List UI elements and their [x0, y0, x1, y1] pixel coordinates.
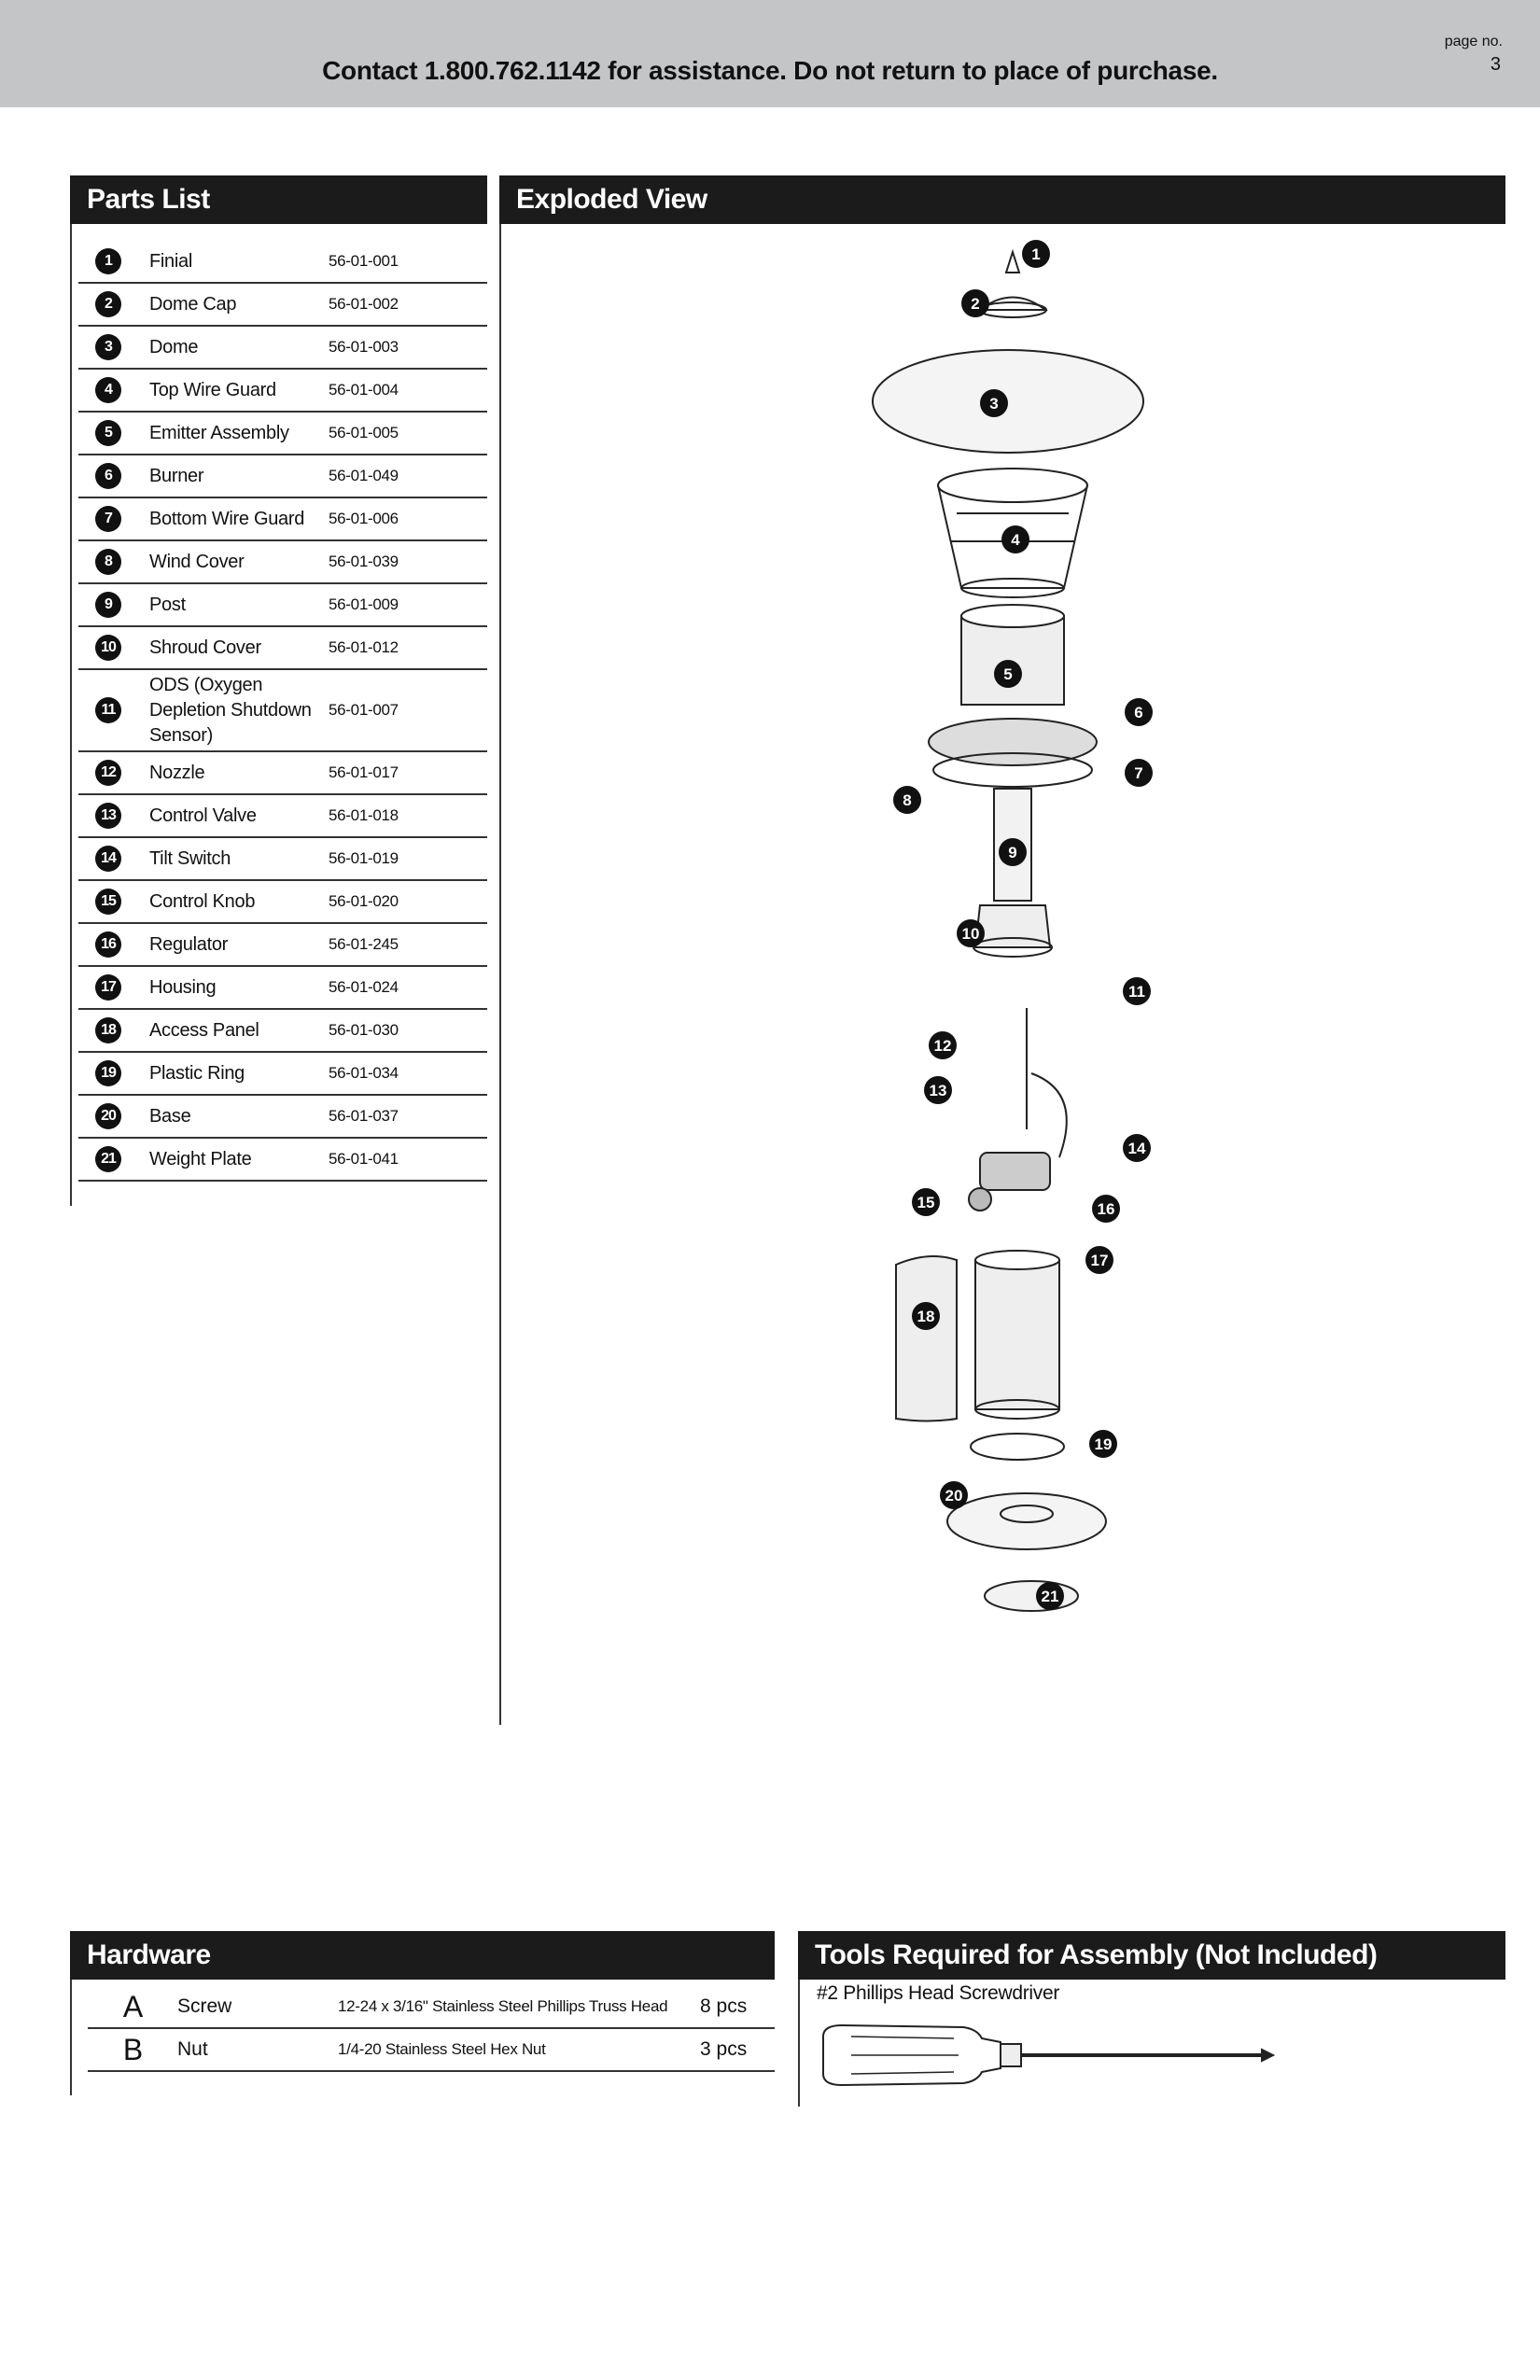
dome-drawing	[873, 350, 1143, 453]
part-name: Burner	[149, 465, 204, 486]
part-name: Control Knob	[149, 890, 256, 912]
part-number-badge: 16	[95, 931, 121, 958]
contact-notice: Contact 1.800.762.1142 for assistance. Do not return to place of purchase.	[322, 56, 1218, 85]
parts-list-row	[78, 924, 487, 967]
part-code: 56-01-245	[329, 935, 399, 953]
parts-list-row	[78, 1053, 487, 1096]
callout-badge	[912, 1302, 940, 1330]
part-name: Plastic Ring	[149, 1062, 245, 1084]
callout-label: 9	[1008, 844, 1017, 861]
parts-list-row	[78, 838, 487, 881]
control-valve-drawing	[980, 1153, 1050, 1190]
part-name: Weight Plate	[149, 1148, 252, 1169]
part-code: 56-01-002	[329, 295, 399, 313]
part-number-badge: 8	[95, 549, 121, 575]
callout-badge	[1125, 698, 1153, 726]
callout-badge	[929, 1031, 957, 1059]
callout-badge	[957, 919, 985, 947]
exploded-view-diagram	[840, 233, 1232, 1633]
part-number-badge: 4	[95, 377, 121, 403]
callout-badge	[1022, 240, 1050, 268]
callout-badge	[924, 1076, 952, 1104]
part-number-badge: 12	[95, 760, 121, 786]
hardware-row	[88, 2029, 775, 2072]
parts-list-row	[78, 1139, 487, 1182]
callout-label: 15	[917, 1194, 935, 1211]
callout-badge	[1085, 1246, 1113, 1274]
parts-list-row	[78, 584, 487, 627]
callout-badge	[1089, 1430, 1117, 1458]
part-number-badge: 11	[95, 697, 121, 723]
callout-label: 13	[929, 1082, 947, 1099]
callout-label: 18	[917, 1308, 935, 1325]
part-code: 56-01-020	[329, 892, 399, 910]
parts-list-header: Parts List	[70, 175, 487, 224]
parts-list-row	[78, 370, 487, 413]
callout-badge	[999, 838, 1027, 866]
callout-label: 2	[971, 295, 980, 313]
hardware-desc: 12-24 x 3/16" Stainless Steel Phillips Truss Head	[338, 1997, 668, 2015]
part-code: 56-01-034	[329, 1064, 399, 1082]
part-code: 56-01-037	[329, 1107, 399, 1125]
part-name: Bottom Wire Guard	[149, 508, 305, 529]
emitter-drawing	[961, 616, 1064, 705]
part-code: 56-01-006	[329, 510, 399, 527]
hardware-name: Screw	[177, 1995, 232, 2017]
part-name: Nozzle	[149, 762, 205, 783]
exploded-view-divider	[499, 224, 501, 1725]
callout-label: 5	[1003, 665, 1013, 683]
part-number-badge: 6	[95, 463, 121, 489]
part-number-badge: 17	[95, 974, 121, 1001]
part-number-badge: 13	[95, 803, 121, 829]
parts-list-row	[78, 413, 487, 455]
hardware-table	[88, 1986, 775, 2072]
part-name: Housing	[149, 976, 217, 998]
callout-badge	[912, 1188, 940, 1216]
parts-list-row	[78, 752, 487, 795]
part-number-badge: 21	[95, 1146, 121, 1172]
parts-list-row	[78, 1010, 487, 1053]
tools-item: #2 Phillips Head Screwdriver	[817, 1982, 1060, 2004]
hardware-qty: 3 pcs	[700, 2038, 748, 2060]
hardware-qty: 8 pcs	[700, 1995, 748, 2017]
part-number-badge: 9	[95, 592, 121, 618]
callout-label: 6	[1134, 704, 1143, 721]
callout-label: 4	[1011, 531, 1020, 549]
part-number-badge: 7	[95, 506, 121, 532]
header-bar	[0, 0, 1540, 107]
parts-list-row	[78, 1096, 487, 1139]
part-name: Regulator	[149, 933, 229, 955]
callout-badge	[980, 389, 1008, 417]
tools-header: Tools Required for Assembly (Not Included)	[798, 1931, 1505, 1980]
part-code: 56-01-019	[329, 849, 399, 867]
parts-list-row	[78, 795, 487, 838]
parts-list-row	[78, 455, 487, 498]
page-number: 3	[1490, 54, 1501, 75]
housing-drawing	[975, 1260, 1059, 1409]
part-code: 56-01-003	[329, 338, 399, 356]
part-number-badge: 10	[95, 635, 121, 661]
plastic-ring-drawing	[971, 1434, 1064, 1460]
callout-badge	[1123, 1134, 1151, 1162]
access-panel-drawing	[896, 1256, 957, 1421]
part-code: 56-01-024	[329, 978, 399, 996]
part-number-badge: 20	[95, 1103, 121, 1129]
parts-list-row	[78, 498, 487, 541]
part-code: 56-01-004	[329, 381, 399, 399]
parts-list-row	[78, 541, 487, 584]
exploded-view-header: Exploded View	[499, 175, 1505, 224]
callout-label: 11	[1128, 983, 1145, 1001]
part-name: Shroud Cover	[149, 637, 261, 658]
hardware-header: Hardware	[70, 1931, 775, 1980]
part-name: ODS (Oxygen Depletion Shutdown Sensor)	[149, 674, 312, 746]
parts-list-divider	[70, 224, 72, 1206]
hardware-desc: 1/4-20 Stainless Steel Hex Nut	[338, 2040, 546, 2058]
part-name: Emitter Assembly	[149, 422, 289, 443]
part-number-badge: 14	[95, 846, 121, 872]
callout-label: 16	[1097, 1200, 1115, 1218]
parts-list-row	[78, 670, 487, 752]
part-number-badge: 1	[95, 248, 121, 274]
part-name: Access Panel	[149, 1019, 259, 1041]
hardware-divider	[70, 1980, 72, 2095]
callout-label: 7	[1134, 764, 1143, 782]
callout-label: 3	[989, 395, 999, 413]
hardware-row	[88, 1986, 775, 2029]
part-number-badge: 19	[95, 1060, 121, 1086]
part-name: Control Valve	[149, 805, 257, 826]
part-code: 56-01-007	[329, 701, 399, 719]
callout-label: 8	[903, 791, 912, 809]
hardware-letter: B	[122, 2032, 143, 2066]
part-code: 56-01-049	[329, 467, 399, 484]
callout-label: 1	[1031, 245, 1041, 263]
part-code: 56-01-005	[329, 424, 399, 441]
part-code: 56-01-001	[329, 252, 399, 270]
finial-drawing	[1006, 252, 1019, 273]
part-code: 56-01-009	[329, 595, 399, 613]
part-number-badge: 5	[95, 420, 121, 446]
part-number-badge: 18	[95, 1017, 121, 1043]
callout-label: 21	[1041, 1588, 1059, 1605]
part-code: 56-01-039	[329, 553, 399, 570]
part-name: Wind Cover	[149, 551, 245, 572]
callout-badge	[1092, 1195, 1120, 1223]
callout-badge	[1001, 525, 1029, 553]
callout-badge	[1123, 977, 1151, 1005]
parts-list-row	[78, 627, 487, 670]
tools-divider	[798, 1980, 800, 2107]
part-name: Post	[149, 594, 186, 615]
part-code: 56-01-018	[329, 806, 399, 824]
part-name: Finial	[149, 250, 192, 272]
parts-list-row	[78, 967, 487, 1010]
screwdriver-icon	[814, 2009, 1281, 2102]
part-name: Tilt Switch	[149, 847, 231, 869]
callout-label: 19	[1094, 1435, 1113, 1453]
part-number-badge: 15	[95, 889, 121, 915]
part-number-badge: 2	[95, 291, 121, 317]
parts-list-row	[78, 327, 487, 370]
callout-label: 17	[1090, 1252, 1109, 1269]
callout-label: 14	[1127, 1140, 1146, 1157]
part-code: 56-01-041	[329, 1150, 399, 1168]
part-name: Dome Cap	[149, 293, 237, 315]
callout-label: 12	[933, 1037, 952, 1055]
part-code: 56-01-030	[329, 1021, 399, 1039]
parts-list	[78, 241, 487, 1182]
parts-list-row	[78, 284, 487, 327]
callout-label: 10	[961, 925, 980, 943]
callout-badge	[961, 289, 989, 317]
callout-label: 20	[945, 1487, 963, 1505]
callout-badge	[940, 1481, 968, 1509]
parts-list-row	[78, 881, 487, 924]
part-code: 56-01-017	[329, 763, 399, 781]
callout-badge	[893, 786, 921, 814]
parts-list-row	[78, 241, 487, 284]
hardware-name: Nut	[177, 2038, 208, 2060]
part-name: Dome	[149, 336, 199, 357]
part-number-badge: 3	[95, 334, 121, 360]
page-number-label: page no.	[1444, 34, 1503, 49]
part-code: 56-01-012	[329, 638, 399, 656]
part-name: Base	[149, 1105, 191, 1127]
callout-badge	[994, 660, 1022, 688]
callout-badge	[1125, 759, 1153, 787]
callout-badge	[1036, 1582, 1064, 1610]
part-name: Top Wire Guard	[149, 379, 276, 400]
hardware-letter: A	[122, 1989, 143, 2023]
